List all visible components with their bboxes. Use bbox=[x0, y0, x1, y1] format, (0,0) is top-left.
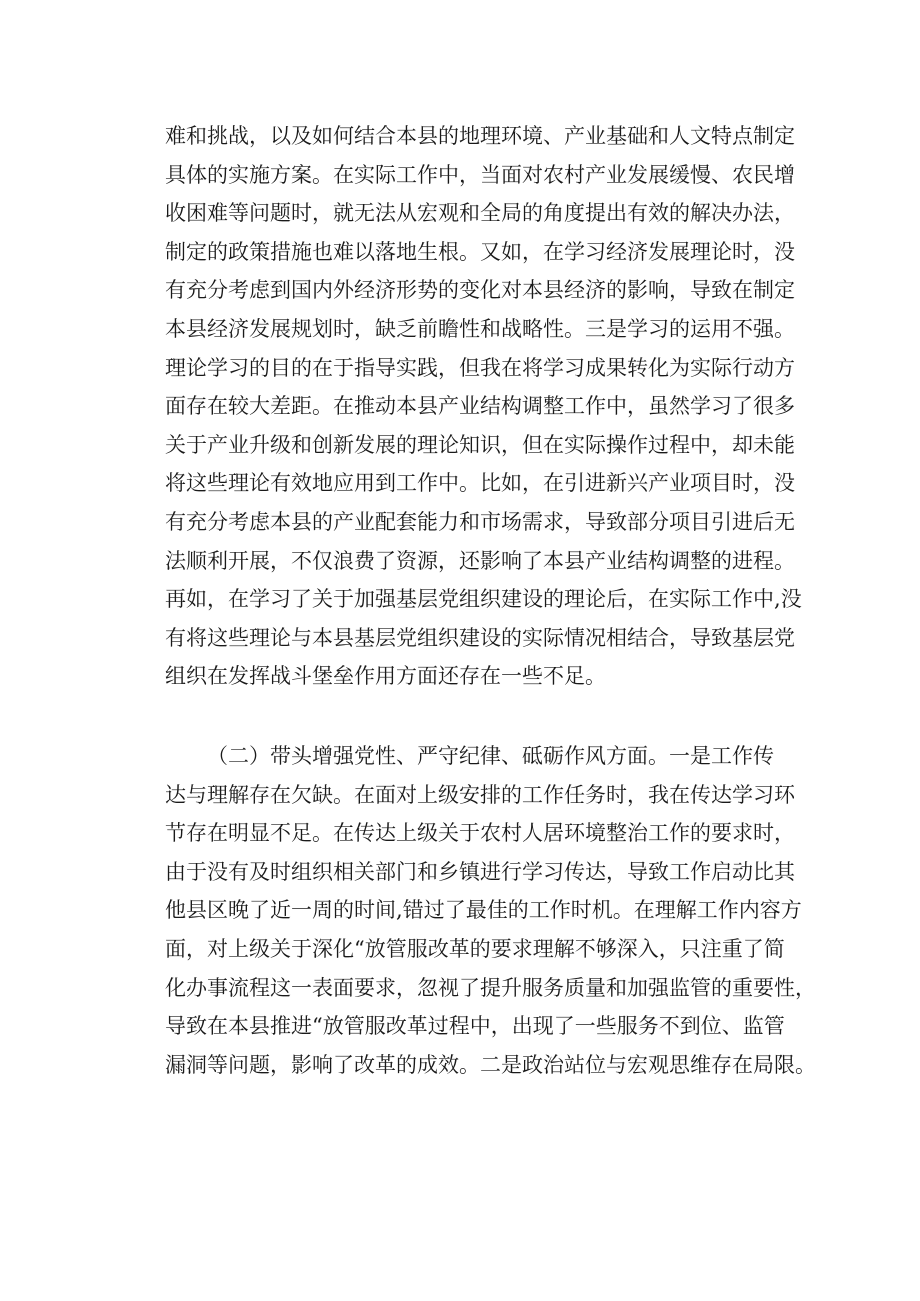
paragraph-2 bbox=[165, 737, 816, 1084]
text-line: 法 顺 利 开 展 ， 不 仅 浪 费 了 资 源 ， 还 影 响 了 本 县 产 业 结 构 调 整 的 进 程 。 bbox=[165, 548, 795, 573]
text-line: 难 和 挑 战 ， 以 及 如 何 结 合 本 县 的 地 理 环 境 、 产 业 基 础 和 人 文 特 点 制 定 bbox=[165, 124, 795, 148]
text-line: 漏 洞 等 问 题 ， 影 响 了 改 革 的 成 效 。 二 是 政 治 站 位 与 宏 观 思 维 存 在 局 限 。 bbox=[165, 1052, 816, 1077]
text-line: 再 如 ， 在 学 习 了 关 于 加 强 基 层 党 组 织 建 设 的 理 论 后 ， 在 实 际 工 作 中 , 没 bbox=[165, 587, 802, 612]
text-line: 他 县 区 晚 了 近 一 周 的 时 间 , 错 过 了 最 佳 的 工 作 时 机 。 在 理 解 工 作 内 容 方 bbox=[165, 898, 802, 923]
text-line: 由 于 没 有 及 时 组 织 相 关 部 门 和 乡 镇 进 行 学 习 传 达 ， 导 致 工 作 启 动 比 其 bbox=[165, 859, 795, 884]
text-line: 组织在发挥战斗堡垒作用方面还存在一些不足。 bbox=[165, 664, 606, 689]
section-heading-line: （ 二 ） 带 头 增 强 党 性 、 严 守 纪 律 、 砥 砺 作 风 方 面 。 一 是 工 作 传 bbox=[207, 744, 774, 768]
text-line: 面 ， 对 上 级 关 于 深 化 “ 放 管 服 改 革 的 要 求 理 解 不 够 深 入 ， 只 注 重 了 简 bbox=[165, 936, 785, 961]
text-line: 节 存 在 明 显 不 足 。 在 传 达 上 级 关 于 农 村 人 居 环 境 整 治 工 作 的 要 求 时 ， bbox=[165, 821, 795, 846]
paragraph-1 bbox=[165, 117, 802, 696]
text-line: 本 县 经 济 发 展 规 划 时 ， 缺 乏 前 瞻 性 和 战 略 性 。 三 是 学 习 的 运 用 不 强 。 bbox=[165, 316, 795, 341]
text-line: 达 与 理 解 存 在 欠 缺 。 在 面 对 上 级 安 排 的 工 作 任 务 时 ， 我 在 传 达 学 习 环 bbox=[165, 782, 795, 807]
text-line: 有 将 这 些 理 论 与 本 县 基 层 党 组 织 建 设 的 实 际 情 况 相 结 合 ， 导 致 基 层 党 bbox=[165, 625, 795, 650]
text-line: 理 论 学 习 的 目 的 在 于 指 导 实 践 ， 但 我 在 将 学 习 成 果 转 化 为 实 际 行 动 方 bbox=[165, 355, 795, 380]
text-line: 面 存 在 较 大 差 距 。 在 推 动 本 县 产 业 结 构 调 整 工 作 中 ， 虽 然 学 习 了 很 多 bbox=[165, 394, 795, 419]
text-line: 关 于 产 业 升 级 和 创 新 发 展 的 理 论 知 识 ， 但 在 实 际 操 作 过 程 中 ， 却 未 能 bbox=[165, 432, 795, 457]
text-line: 制 定 的 政 策 措 施 也 难 以 落 地 生 根 。 又 如 ， 在 学 习 经 济 发 展 理 论 时 ， 没 bbox=[165, 239, 795, 264]
text-line: 有 充 分 考 虑 到 国 内 外 经 济 形 势 的 变 化 对 本 县 经 济 的 影 响 ， 导 致 在 制 定 bbox=[165, 278, 795, 303]
text-line: 导 致 在 本 县 推 进 “ 放 管 服 改 革 过 程 中 ， 出 现 了 一 些 服 务 不 到 位 、 监 管 bbox=[165, 1014, 785, 1039]
text-line: 收 困 难 等 问 题 时 ， 就 无 法 从 宏 观 和 全 局 的 角 度 提 出 有 效 的 解 决 办 法 ， bbox=[165, 201, 795, 226]
text-line: 化 办 事 流 程 这 一 表 面 要 求 ， 忽 视 了 提 升 服 务 质 量 和 加 强 监 管 的 重 要 性 ， bbox=[165, 975, 816, 1000]
text-line: 有 充 分 考 虑 本 县 的 产 业 配 套 能 力 和 市 场 需 求 ， 导 致 部 分 项 目 引 进 后 无 bbox=[165, 509, 795, 534]
text-line: 具 体 的 实 施 方 案 。 在 实 际 工 作 中 ， 当 面 对 农 村 产 业 发 展 缓 慢 、 农 民 增 bbox=[165, 162, 795, 187]
text-line: 将 这 些 理 论 有 效 地 应 用 到 工 作 中 。 比 如 ， 在 引 进 新 兴 产 业 项 目 时 ， 没 bbox=[165, 471, 795, 496]
